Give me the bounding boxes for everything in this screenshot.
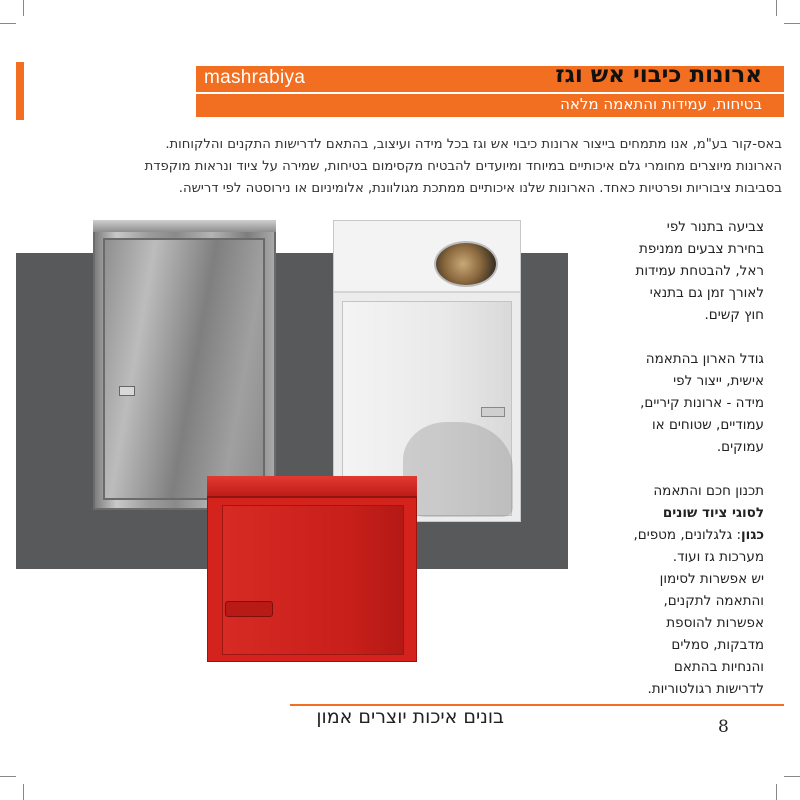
feature-line: לאורך זמן גם בתנאי	[649, 285, 764, 301]
intro-line: באס-קור בע"מ, אנו מתמחים בייצור ארונות כיבוי אש וגז בכל מידה ועיצוב, בהתאם לדרישות התקנים והלקוחות.	[165, 137, 782, 152]
page-number: 8	[718, 717, 729, 737]
feature-block	[584, 348, 764, 458]
feature-line: עמוקים.	[716, 439, 764, 455]
feature-text: : גלגלונים, מטפים,	[633, 527, 742, 543]
feature-column	[584, 216, 764, 722]
bold-text: לסוגי ציוד שונים	[662, 505, 764, 521]
feature-line: אישית, ייצור לפי	[673, 373, 764, 389]
crop-mark	[0, 23, 16, 24]
crop-mark	[23, 784, 24, 800]
accent-bar	[16, 62, 24, 120]
feature-line: מערכות גז ועוד.	[672, 549, 764, 565]
bold-text: כגון	[741, 527, 764, 543]
footer-slogan: בונים איכות יוצרים אמון	[316, 706, 504, 728]
feature-line: מדבקות, סמלים	[671, 637, 764, 653]
feature-line: והנחיות בהתאם	[673, 659, 764, 675]
shadow	[403, 422, 513, 517]
feature-line: תכנון חכם והתאמה	[653, 483, 764, 499]
page-title: ארונות כיבוי אש וגז	[555, 62, 762, 88]
cabinet-window	[434, 241, 498, 287]
cabinet-top	[334, 221, 520, 293]
crop-mark	[776, 0, 777, 16]
feature-line	[584, 524, 764, 546]
feature-line: יש אפשרות לסימון	[659, 571, 764, 587]
subtitle-band	[196, 94, 784, 117]
cabinet-door	[222, 505, 404, 655]
feature-line: ראל, להבטחת עמידות	[635, 263, 764, 279]
feature-line: והתאמה לתקנים,	[663, 593, 764, 609]
feature-line: עמודיים, שטוחים או	[651, 417, 764, 433]
feature-block	[584, 216, 764, 326]
crop-mark	[0, 776, 16, 777]
feature-line: חוץ קשים.	[704, 307, 764, 323]
feature-line: מידה - ארונות קיריים,	[640, 395, 764, 411]
feature-line: אפשרות להוספת	[666, 615, 764, 631]
intro-paragraph	[102, 134, 782, 200]
door-handle	[481, 407, 505, 417]
feature-line: לדרישות רגולטוריות.	[647, 681, 764, 697]
feature-line: בחירת צבעים ממניפת	[638, 241, 764, 257]
intro-line: בסביבות ציבוריות ופרטיות כאחד. הארונות שלנו איכותיים ממתכת מגולוונת, אלומיניום או נירוסטה לפי דרישה.	[178, 181, 782, 196]
feature-block	[584, 480, 764, 700]
title-band	[196, 62, 784, 92]
red-cabinet-image	[207, 476, 417, 662]
cabinet-top	[207, 476, 417, 498]
intro-line: הארונות מיוצרים מחומרי גלם איכותיים במיוחד ומיועדים להבטיח מקסימום בטיחות, שמירה על ציוד ונראות מוקפדת	[144, 159, 782, 174]
feature-line: צביעה בתנור לפי	[666, 219, 764, 235]
page-subtitle: בטיחות, עמידות והתאמה מלאה	[560, 95, 762, 113]
cabinet-door	[103, 238, 265, 500]
feature-line	[584, 502, 764, 524]
crop-mark	[776, 784, 777, 800]
door-handle	[225, 601, 273, 617]
crop-mark	[23, 0, 24, 16]
crop-mark	[784, 23, 800, 24]
cabinet-top	[93, 220, 276, 232]
stainless-cabinet-image	[93, 222, 276, 510]
brand-logo: mashrabiya	[204, 67, 306, 88]
door-handle	[119, 386, 135, 396]
crop-mark	[784, 776, 800, 777]
feature-line: גודל הארון בהתאמה	[645, 351, 764, 367]
